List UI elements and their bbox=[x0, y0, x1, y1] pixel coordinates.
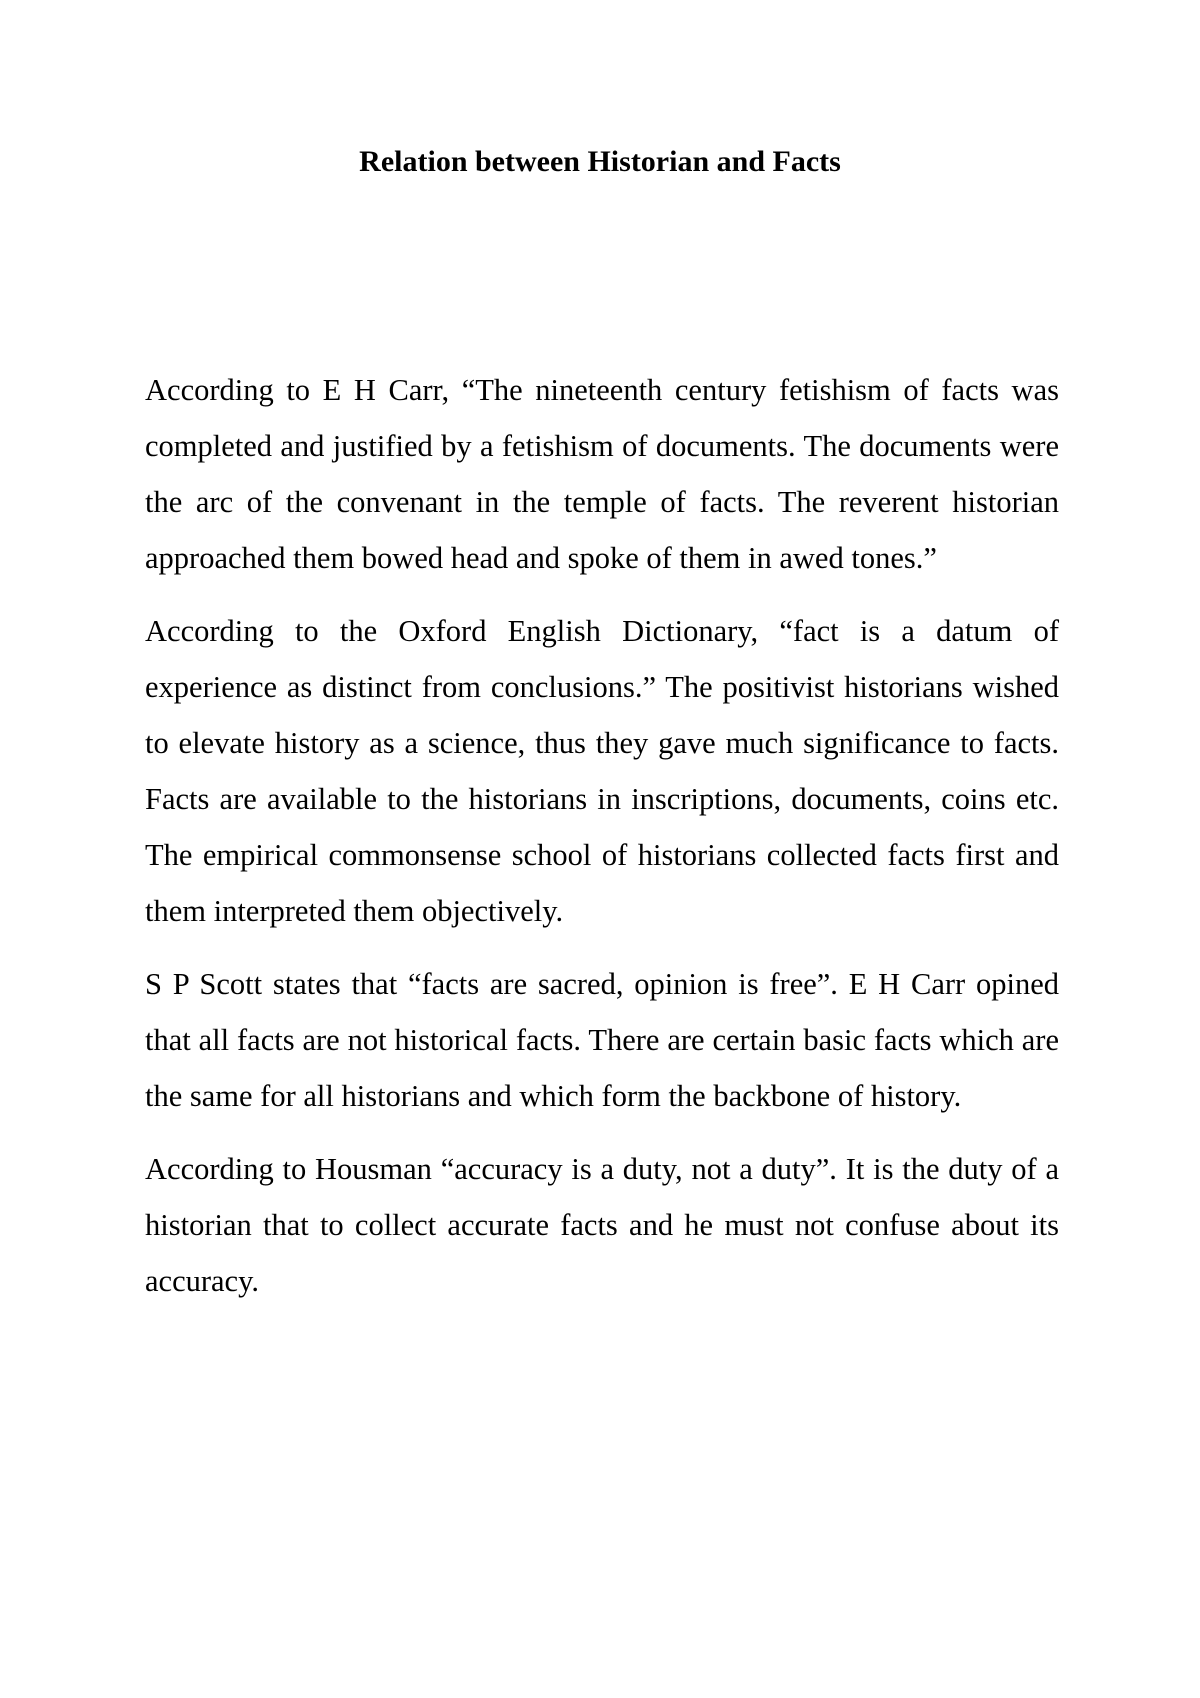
paragraph-carr-quote: According to E H Carr, “The nineteenth century fetishism of facts was completed and justified by a fetishism of documents. The documents were the arc of the convenant in the temple of facts. The reverent historian approached them bowed head and spoke of them in awed tones.” bbox=[145, 373, 1059, 575]
paragraph-scott-quote: S P Scott states that “facts are sacred, opinion is free”. E H Carr opined that all facts are not historical facts. There are certain basic facts which are the same for all historians and which form the backbone of history. bbox=[145, 967, 1059, 1113]
document-title: Relation between Historian and Facts bbox=[359, 145, 841, 178]
document-body bbox=[145, 362, 1059, 1326]
paragraph-housman-quote: According to Housman “accuracy is a duty, not a duty”. It is the duty of a historian that to collect accurate facts and he must not confuse about its accuracy. bbox=[145, 1152, 1059, 1298]
paragraph-oxford-definition: According to the Oxford English Dictionary, “fact is a datum of experience as distinct from conclusions.” The positivist historians wished to elevate history as a science, thus they gave much significance to facts. Facts are available to the historians in inscriptions, documents, coins etc. The empirical commonsense school of historians collected facts first and them interpreted them objectively. bbox=[145, 614, 1059, 928]
